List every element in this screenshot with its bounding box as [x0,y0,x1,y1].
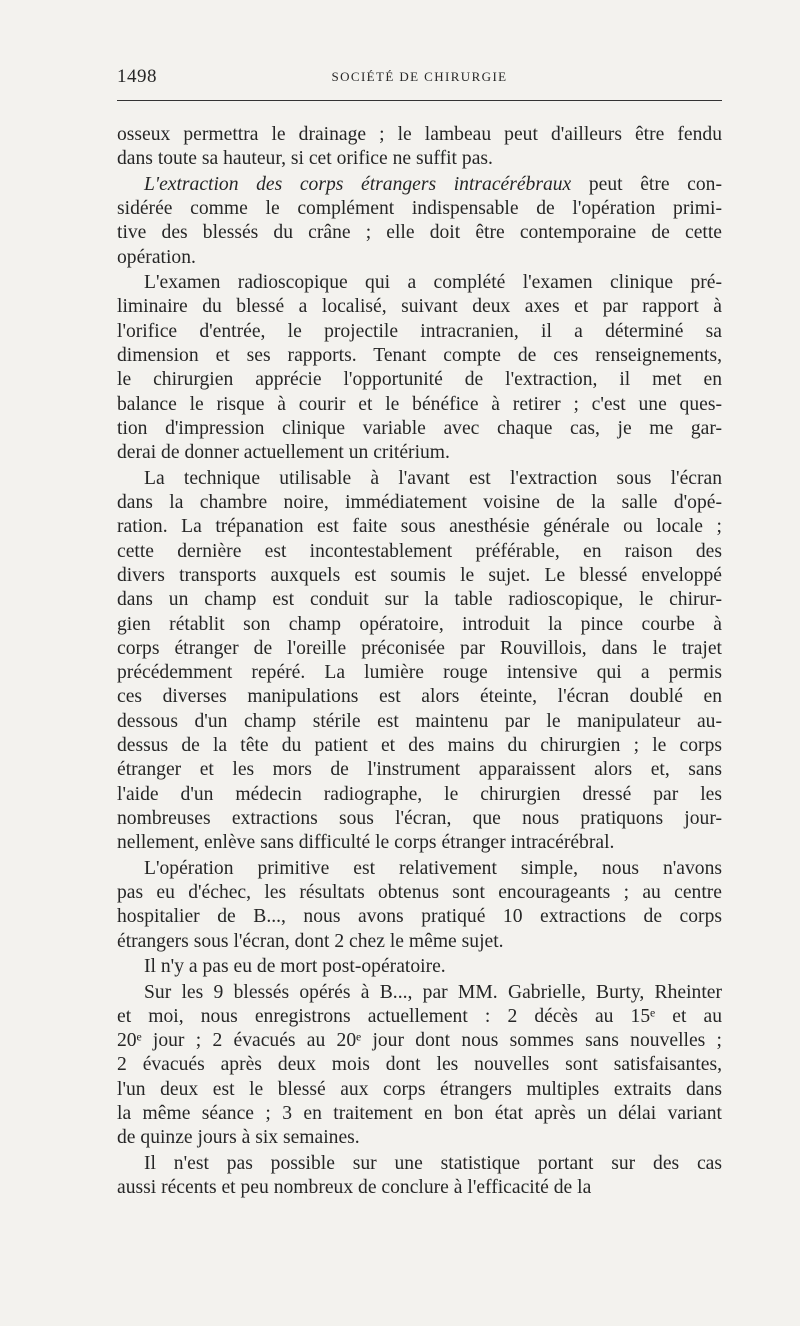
line-text: nellement, enlève sans difficulté le corps étranger intracérébral. [117,832,615,854]
text-line [117,344,722,368]
text-line [117,588,722,612]
line-text: tion d'impression clinique variable avec chaque cas, je me gar- [117,417,722,439]
line-text: étrangers sous l'écran, dont 2 chez le même sujet. [117,930,504,952]
text-line [117,246,722,270]
line-text: 2 évacués après deux mois dont les nouvelles sont satisfaisantes, [117,1054,722,1076]
line-text: liminaire du blessé a localisé, suivant deux axes et par rapport à [117,296,722,318]
text-line [117,147,722,171]
text-line [117,955,722,979]
line-text: ces diverses manipulations est alors éteinte, l'écran doublé en [117,686,722,708]
text-line [117,173,722,197]
text-line [117,221,722,245]
line-text: dimension et ses rapports. Tenant compte de ces renseignements, [117,345,722,367]
line-text: l'aide d'un médecin radiographe, le chirurgien dressé par les [117,783,722,805]
line-text: de quinze jours à six semaines. [117,1127,360,1149]
text-line [117,320,722,344]
text-line [117,467,722,491]
text-line [117,613,722,637]
line-text: et moi, nous enregistrons actuellement : 2 décès au 15ᵉ et au [117,1005,722,1027]
text-line [117,515,722,539]
text-line [117,905,722,929]
line-text: dessous d'un champ stérile est maintenu par le manipulateur au- [117,710,722,732]
text-line [117,637,722,661]
line-text: dessus de la tête du patient et des mains du chirurgien ; le corps [117,734,722,756]
text-line [117,123,722,147]
paragraph [117,955,722,979]
text-line [117,734,722,758]
line-text: sidérée comme le complément indispensable de l'opération primi- [117,198,722,220]
paragraph [117,467,722,856]
line-text: La technique utilisable à l'avant est l'extraction sous l'écran [144,467,722,489]
text-line [117,1005,722,1029]
text-line [117,197,722,221]
line-text: la même séance ; 3 en traitement en bon état après un délai variant [117,1103,722,1124]
line-text: aussi récents et peu nombreux de conclure à l'efficacité de la [117,1177,592,1199]
text-line [117,540,722,564]
line-text: l'un deux est le blessé aux corps étrangers multiples extraits dans [117,1078,722,1100]
text-line [117,491,722,515]
line-text: Il n'est pas possible sur une statistique portant sur des cas [144,1152,722,1174]
line-text: cette dernière est incontestablement préférable, en raison des [117,540,722,562]
line-text: tive des blessés du crâne ; elle doit être contemporaine de cette [117,222,722,244]
text-line [117,807,722,831]
paragraph [117,271,722,465]
text-line [117,295,722,319]
line-text: l'orifice d'entrée, le projectile intracranien, il a déterminé sa [117,320,722,342]
line-text: le chirurgien apprécie l'opportunité de l'extraction, il met en [117,369,722,391]
paragraph [117,173,722,270]
text-line [117,368,722,392]
text-line [117,1126,722,1150]
text-line [117,930,722,954]
text-line [117,685,722,709]
text-line [117,783,722,807]
text-line [117,417,722,441]
line-text: Il n'y a pas eu de mort post-opératoire. [144,956,446,978]
page-number: 1498 [117,66,157,87]
text-line [117,710,722,734]
text-line [117,441,722,465]
text-line [117,1176,722,1200]
text-line [117,1102,722,1126]
text-line [117,857,722,881]
body-text [117,123,722,1200]
text-line [117,1078,722,1102]
line-text: derai de donner actuellement un critérium. [117,442,450,464]
running-title: SOCIÉTÉ DE CHIRURGIE [331,69,508,84]
line-text: opération. [117,246,196,268]
line-text: nombreuses extractions sous l'écran, que nous pratiquons jour- [117,807,722,829]
text-line [117,1029,722,1053]
paragraph [117,1152,722,1201]
paragraph [117,981,722,1151]
line-text: pas eu d'échec, les résultats obtenus sont encourageants ; au centre [117,881,722,903]
line-text: 20ᵉ jour ; 2 évacués au 20ᵉ jour dont nous sommes sans nouvelles ; [117,1030,722,1052]
text-line [117,393,722,417]
line-text: dans un champ est conduit sur la table radioscopique, le chirur- [117,589,722,611]
line-text: divers transports auxquels est soumis le sujet. Le blessé enveloppé [117,564,722,586]
line-text: étranger et les mors de l'instrument apparaissent alors et, sans [117,759,722,781]
line-text: précédemment repéré. La lumière rouge intensive qui a permis [117,662,722,684]
text-line [117,1152,722,1176]
header-rule [117,100,722,101]
text-line [117,1053,722,1077]
text-line [117,831,722,855]
line-text: Sur les 9 blessés opérés à B..., par MM. Gabrielle, Burty, Rheinter [144,981,722,1003]
text-line [117,564,722,588]
text-line [117,271,722,295]
line-text: balance le risque à courir et le bénéfice à retirer ; c'est une ques- [117,393,722,415]
line-text: ration. La trépanation est faite sous anesthésie générale ou locale ; [117,516,722,538]
line-text: hospitalier de B..., nous avons pratiqué 10 extractions de corps [117,906,722,928]
italic-heading: L'extraction des corps étrangers intracérébraux [144,173,572,195]
line-text: dans la chambre noire, immédiatement voisine de la salle d'opé- [117,492,722,514]
text-line [117,758,722,782]
line-text: dans toute sa hauteur, si cet orifice ne suffit pas. [117,148,493,170]
line-text: osseux permettra le drainage ; le lambeau peut d'ailleurs être fendu [117,124,722,145]
line-text: corps étranger de l'oreille préconisée par Rouvillois, dans le trajet [117,637,722,659]
line-text: L'opération primitive est relativement simple, nous n'avons [144,857,722,879]
text-line [117,661,722,685]
line-text: gien rétablit son champ opératoire, introduit la pince courbe à [117,613,722,635]
line-text: L'examen radioscopique qui a complété l'examen clinique pré- [144,272,722,294]
page-header [117,66,722,90]
paragraph [117,123,722,172]
text-line [117,981,722,1005]
text-line [117,881,722,905]
paragraph [117,857,722,954]
line-text: peut être con- [571,173,722,195]
